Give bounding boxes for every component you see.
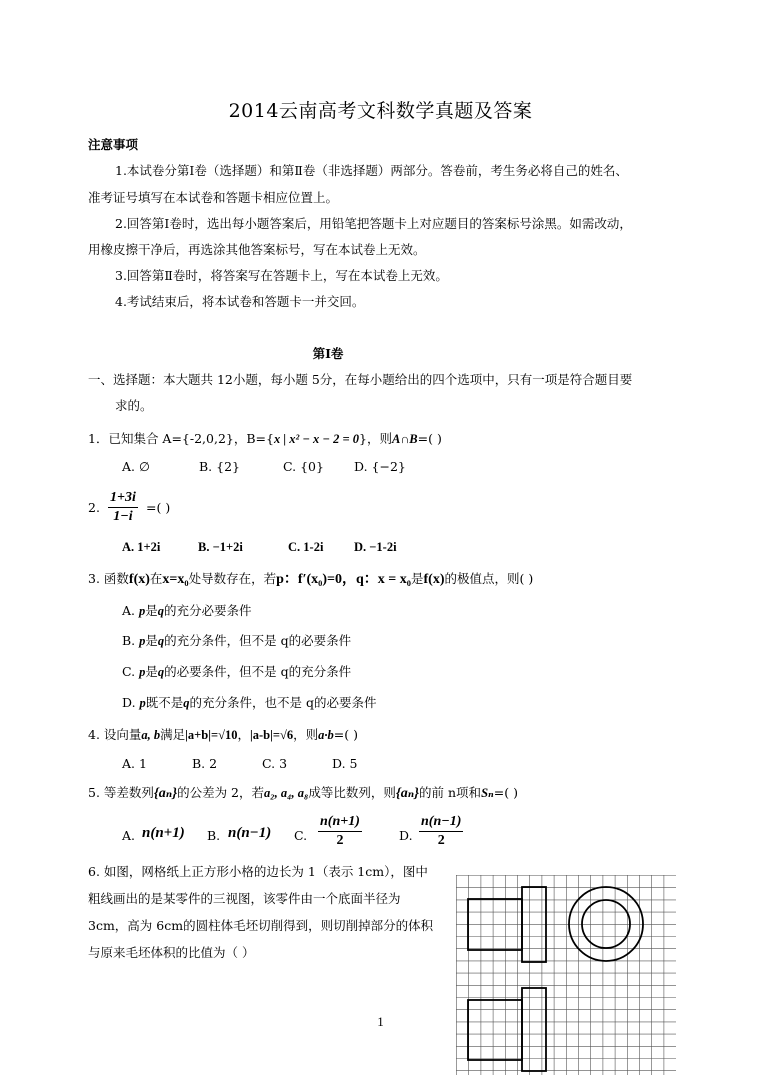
part1-heading: 第Ⅰ卷: [312, 346, 344, 361]
q4-option-a: A. 1: [122, 756, 147, 771]
q3-option-c-tail: 的必要条件，但不是 q的充分条件: [164, 664, 352, 679]
q3-option-a-tail: 的充分必要条件: [164, 603, 252, 618]
q3-option-d-q: q: [183, 696, 190, 710]
q4-option-b: B. 2: [192, 756, 218, 771]
q5-stem: [88, 783, 518, 802]
q5-option-c-label: C.: [294, 828, 308, 843]
q4-option-c: C. 3: [262, 756, 288, 771]
q4-math-ab: a, b: [141, 728, 161, 742]
q1-stem: [88, 429, 442, 447]
q2-option-a: A. 1+2i: [122, 540, 161, 554]
grid-lines: [456, 875, 676, 1075]
three-view-figure: [456, 875, 676, 1075]
q6-line-3: 3cm，高为 6cm的圆柱体毛坯切削得到，则切削掉部分的体积: [88, 918, 434, 933]
q1-intersection: A∩B: [391, 432, 418, 446]
q5-math-terms: a₂, a₄, a₈: [264, 786, 309, 800]
q3-math-fx-2: f(x): [423, 572, 445, 587]
q3-option-d: [122, 693, 377, 711]
q3-option-d-mid: 既不是: [145, 695, 184, 710]
q3-option-b-mid: 是: [145, 633, 158, 648]
q1-stem-c: =( ): [417, 431, 442, 446]
q3-option-a-label: A.: [122, 603, 139, 618]
q4-stem: [88, 725, 358, 743]
q2-denominator: 1−i: [113, 509, 133, 524]
q3-stem: [88, 568, 533, 588]
notice-line-6: 4.考试结束后，将本试卷和答题卡一并交回。: [115, 294, 365, 309]
q1-set-b: x | x² − x − 2 = 0: [273, 432, 360, 446]
q4-math-dot: a·b: [318, 728, 334, 742]
q5-math-seq: {aₙ}: [153, 786, 178, 801]
q4-math-sum: |a+b|=√10: [185, 728, 238, 742]
q2-number: 2.: [88, 500, 100, 515]
q2-stem-tail: =( ): [146, 500, 171, 515]
q3-math-pq: p：f′(x₀)=0，q：x = x₀: [276, 572, 411, 587]
q3-stem-e: 的极值点，则( ): [444, 571, 534, 586]
q6-line-1: 6. 如图，网格纸上正方形小格的边长为 1（表示 1cm），图中: [88, 864, 428, 879]
q3-option-d-tail: 的充分条件，也不是 q的必要条件: [189, 695, 377, 710]
q3-option-c-q: q: [157, 665, 165, 679]
q5-stem-e: =( ): [493, 785, 518, 800]
q3-option-a: [122, 601, 252, 619]
q3-option-b: [122, 631, 351, 649]
q3-option-b-label: B.: [122, 633, 140, 648]
q5-option-d-label: D.: [399, 828, 413, 843]
q3-math-fx: f(x): [128, 572, 150, 587]
q3-option-c-p: p: [139, 665, 146, 679]
q2-option-b: B. −1+2i: [198, 540, 243, 554]
q5-option-b: n(n−1): [228, 825, 272, 841]
q5-math-seq-2: {aₙ}: [395, 786, 420, 801]
q3-stem-d: 是: [410, 571, 424, 586]
q5-stem-d: 的前 n项和: [419, 785, 482, 800]
q6-line-4: 与原来毛坯体积的比值为（ ）: [88, 945, 255, 960]
q4-stem-d: ，则: [293, 727, 319, 742]
q5-option-d: [419, 813, 463, 850]
q2-fraction: [108, 489, 138, 526]
q5-stem-a: 5. 等差数列: [88, 785, 154, 800]
q3-option-a-q: q: [157, 604, 164, 618]
q5-option-a-label: A.: [122, 828, 136, 843]
q4-option-d: D. 5: [332, 756, 358, 771]
notice-line-3: 2.回答第Ⅰ卷时，选出每小题答案后，用铅笔把答题卡上对应题目的答案标号涂黑。如需改动，: [115, 216, 632, 231]
q5-option-c: [318, 813, 362, 850]
q1-stem-a: 1．已知集合 A={-2,0,2}，B={: [88, 431, 274, 446]
part1-intro-line1: 一、选择题：本大题共 12小题，每小题 5分，在每小题给出的四个选项中，只有一项是符合题目要: [88, 372, 633, 387]
q3-stem-b: 在: [149, 571, 163, 586]
q1-option-a: A. ∅: [122, 459, 150, 474]
q3-stem-a: 3. 函数: [88, 571, 129, 586]
q5-math-sn: Sₙ: [481, 786, 494, 800]
page-title: 2014云南高考文科数学真题及答案: [228, 100, 533, 122]
q1-option-b: B. {2}: [199, 459, 240, 474]
q3-option-b-p: p: [139, 634, 146, 648]
q3-option-d-label: D.: [122, 695, 140, 710]
page-number: 1: [377, 1014, 384, 1029]
notice-line-5: 3.回答第Ⅱ卷时，将答案写在答题卡上，写在本试卷上无效。: [115, 268, 448, 283]
q4-stem-a: 4. 设向量: [88, 727, 142, 742]
q2-numerator: 1+3i: [108, 489, 138, 508]
notice-line-1: 1.本试卷分第Ⅰ卷（选择题）和第Ⅱ卷（非选择题）两部分。答卷前，考生务必将自己的姓名、: [115, 163, 628, 178]
q5-option-a: n(n+1): [142, 825, 185, 841]
q5-option-c-den: 2: [336, 833, 344, 848]
q3-option-c: [122, 662, 351, 680]
q3-option-d-p: p: [139, 696, 146, 710]
q3-option-a-p: p: [138, 604, 146, 618]
q3-option-b-tail: 的充分条件，但不是 q的必要条件: [164, 633, 352, 648]
q5-option-d-num: n(n−1): [419, 813, 463, 832]
q3-option-b-q: q: [157, 634, 165, 648]
notice-line-4: 用橡皮擦干净后，再选涂其他答案标号，写在本试卷上无效。: [88, 242, 426, 257]
q3-option-c-mid: 是: [145, 664, 158, 679]
q5-option-b-label: B.: [207, 828, 221, 843]
q4-math-diff: |a-b|=√6: [250, 728, 294, 742]
q3-math-x0: x=x₀: [162, 572, 189, 587]
notice-line-2: 准考证号填写在本试卷和答题卡相应位置上。: [88, 190, 339, 205]
q1-option-d: D. {−2}: [354, 459, 406, 474]
top-view-cylinder: [468, 1000, 522, 1060]
q4-stem-b: 满足: [160, 727, 186, 742]
q2-option-c: C. 1-2i: [288, 540, 324, 554]
q4-stem-e: =( ): [333, 727, 358, 742]
q1-stem-b: }，则: [359, 431, 392, 446]
notice-heading: 注意事项: [88, 137, 139, 152]
q3-stem-c: 处导数存在，若: [188, 571, 277, 586]
q3-option-c-label: C.: [122, 664, 140, 679]
q1-option-c: C. {0}: [283, 459, 324, 474]
q5-option-d-den: 2: [437, 833, 445, 848]
q4-stem-c: ，: [237, 727, 251, 742]
q5-stem-b: 的公差为 2，若: [177, 785, 265, 800]
q5-option-c-num: n(n+1): [318, 813, 362, 832]
part1-intro-line2: 求的。: [115, 398, 153, 413]
q2-option-d: D. −1-2i: [354, 540, 397, 554]
q6-line-2: 粗线画出的是某零件的三视图，该零件由一个底面半径为: [88, 891, 401, 906]
q3-option-a-mid: 是: [145, 603, 158, 618]
q5-stem-c: 成等比数列，则: [308, 785, 396, 800]
